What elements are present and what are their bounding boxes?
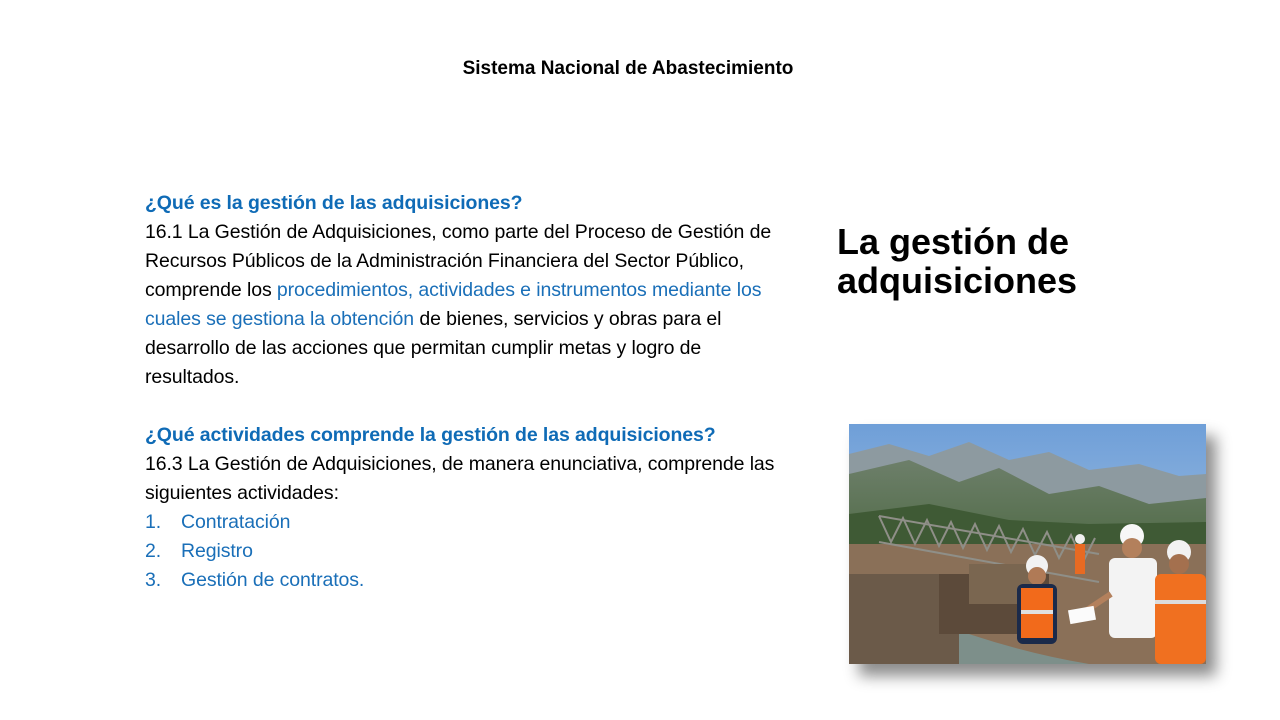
question-1: ¿Qué es la gestión de las adquisiciones?	[145, 192, 523, 214]
paragraph-1-part1: 16.1 La Gestión de Adquisiciones, como parte del Proceso de Gestión de Recursos Públicos de la Administración Financiera del Sector Público, comprende los	[145, 221, 772, 301]
side-title-line2: adquisiciones	[837, 260, 1078, 301]
question-2: ¿Qué actividades comprende la gestión de las adquisiciones?	[145, 424, 716, 446]
slide-header: Sistema Nacional de Abastecimiento	[462, 58, 794, 79]
main-text	[145, 189, 775, 595]
list-item-label: Gestión de contratos.	[181, 569, 365, 591]
side-title-line1: La gestión de	[837, 221, 1070, 262]
list-item	[145, 566, 775, 595]
list-item-number: 1.	[145, 511, 162, 533]
paragraph-2: 16.3 La Gestión de Adquisiciones, de manera enunciativa, comprende las siguientes actividades:	[145, 453, 775, 504]
activities-list	[145, 508, 775, 595]
side-title	[837, 222, 1167, 300]
paragraph-1-highlight: procedimientos, actividades e instrumentos mediante los cuales se gestiona la obtención	[145, 279, 762, 330]
list-item	[145, 508, 775, 537]
list-item-number: 2.	[145, 540, 162, 562]
paragraph-1-part2: de bienes, servicios y obras para el desarrollo de las acciones que permitan cumplir metas y logro de resultados.	[145, 308, 722, 388]
list-item-number: 3.	[145, 569, 162, 591]
list-item-label: Contratación	[181, 511, 291, 533]
paragraph-1	[145, 218, 775, 392]
list-item	[145, 537, 775, 566]
list-item-label: Registro	[181, 540, 253, 562]
bridge-workers-image	[849, 424, 1206, 664]
construction-photo	[849, 424, 1206, 664]
